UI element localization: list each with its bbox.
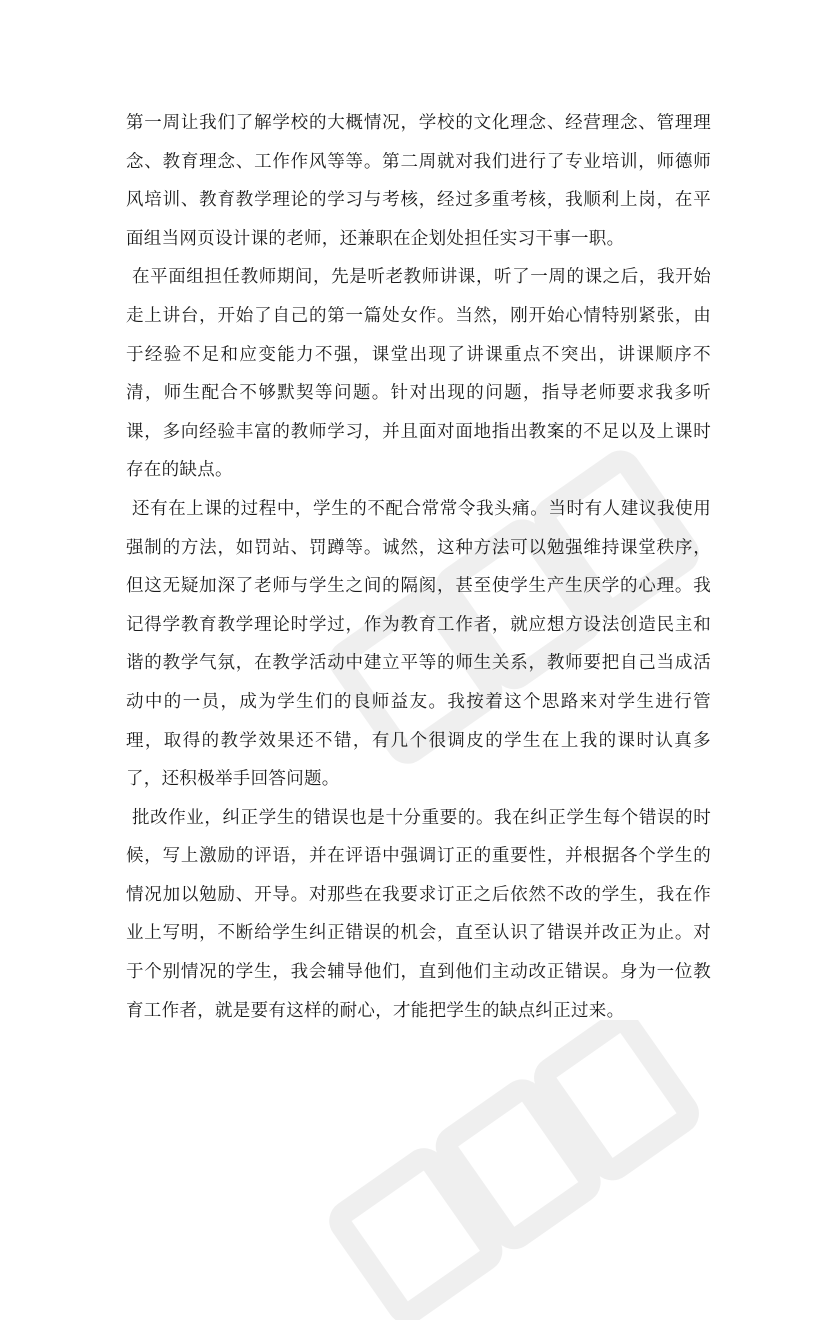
paragraph: 在平面组担任教师期间，先是听老教师讲课，听了一周的课之后，我开始走上讲台，开始了自己的第一篇处女作。当然，刚开始心情特别紧张，由于经验不足和应变能力不强，课堂出现了讲课重点不突出，讲课顺序不清，师生配合不够默契等问题。针对出现的问题，指导老师要求我多听课，多向经验丰富的教师学习，并且面对面地指出教案的不足以及上课时存在的缺点。	[126, 267, 711, 481]
paragraph: 批改作业，纠正学生的错误也是十分重要的。我在纠正学生每个错误的时候，写上激励的评语，并在评语中强调订正的重要性，并根据各个学生的情况加以勉励、开导。对那些在我要求订正之后依然不改的学生，我在作业上写明，不断给学生纠正错误的机会，直至认识了错误并改正为止。对于个别情况的学生，我会辅导他们，直到他们主动改正错误。身为一位教育工作者，就是要有这样的耐心，才能把学生的缺点纠正过来。	[126, 807, 711, 1021]
paragraph: 还有在上课的过程中，学生的不配合常常令我头痛。当时有人建议我使用强制的方法，如罚站、罚蹲等。诚然，这种方法可以勉强维持课堂秩序，但这无疑加深了老师与学生之间的隔阂，甚至使学生产生厌学的心理。我记得学教育教学理论时学过，作为教育工作者，就应想方设法创造民主和谐的教学气氛，在教学活动中建立平等的师生关系，教师要把自己当成活动中的一员，成为学生们的良师益友。我按着这个思路来对学生进行管理，取得的教学效果还不错，有几个很调皮的学生在上我的课时认真多了，还积极举手回答问题。	[126, 498, 711, 790]
document-body	[126, 104, 711, 1030]
paragraph: 第一周让我们了解学校的大概情况，学校的文化理念、经营理念、管理理念、教育理念、工作作风等等。第二周就对我们进行了专业培训，师德师风培训、教育教学理论的学习与考核，经过多重考核，我顺利上岗，在平面组当网页设计课的老师，还兼职在企划处担任实习干事一职。	[126, 113, 711, 249]
watermark-icon	[300, 1020, 720, 1320]
